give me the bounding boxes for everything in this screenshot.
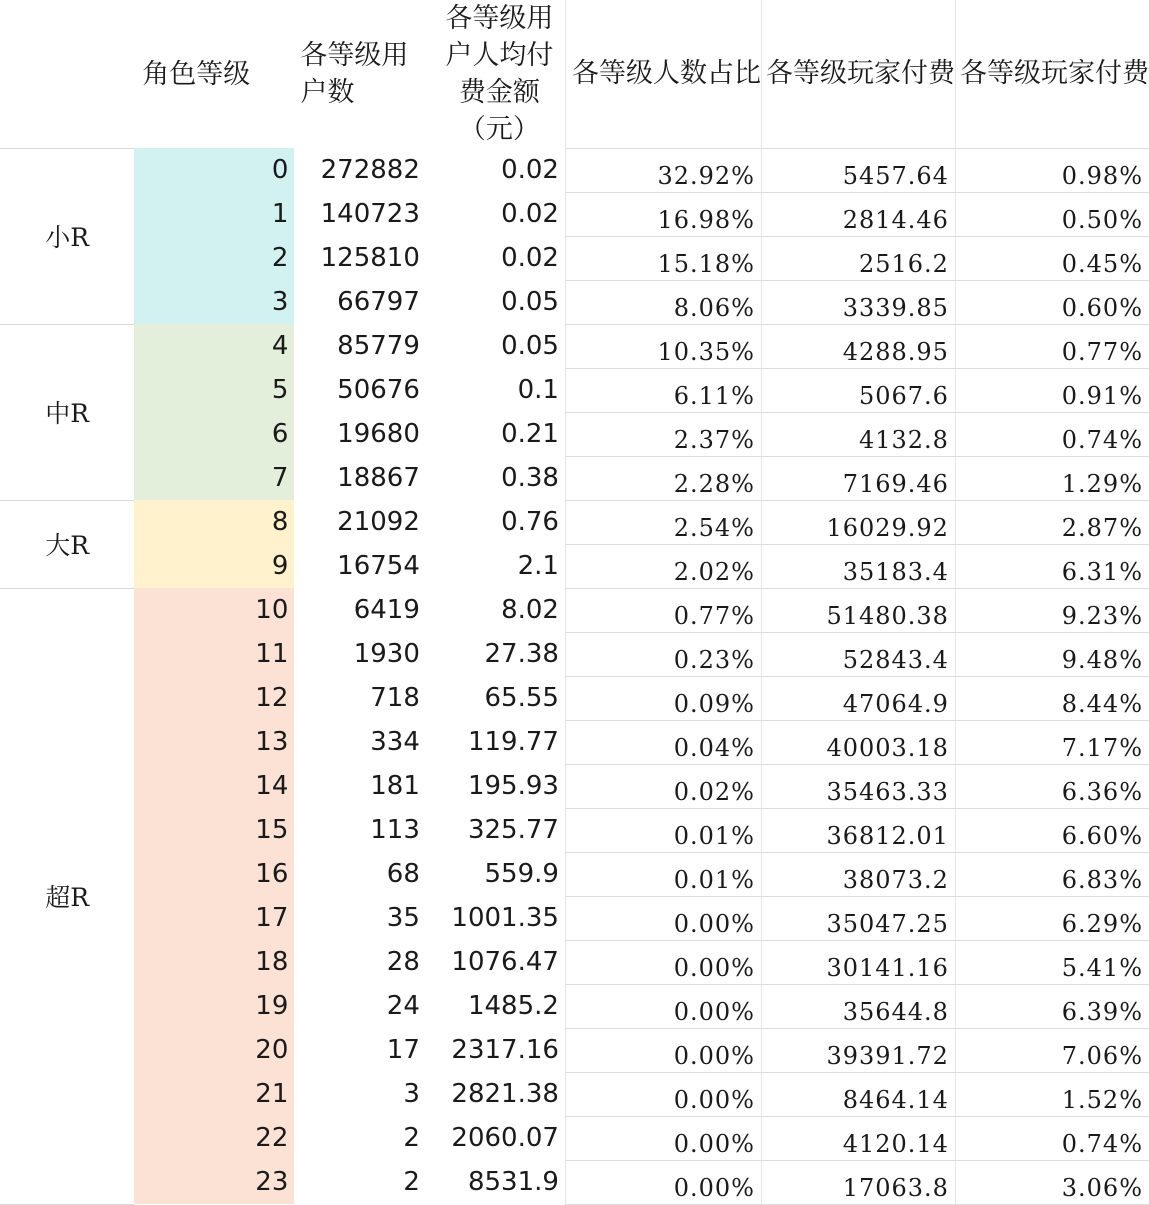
pay-ratio-cell[interactable]: 6.31%	[955, 544, 1149, 588]
ratio-cell[interactable]: 0.02%	[565, 764, 761, 808]
avg-pay-cell[interactable]: 8.02	[501, 595, 559, 625]
users-cell[interactable]: 334	[370, 727, 420, 757]
avg-pay-cell[interactable]: 119.77	[467, 727, 559, 757]
pay-ratio-cell[interactable]: 7.17%	[955, 720, 1149, 764]
group-label-cell[interactable]: 大R	[0, 500, 134, 588]
level-cell[interactable]: 3	[134, 280, 294, 324]
pay-ratio-cell[interactable]: 0.91%	[955, 368, 1149, 412]
header-ratio[interactable]: 各等级人数占比	[565, 0, 761, 148]
avg-pay-cell[interactable]: 8531.9	[467, 1167, 559, 1197]
ratio-cell[interactable]: 16.98%	[565, 192, 761, 236]
table-row	[0, 632, 1149, 676]
group-label-cell[interactable]: 中R	[0, 324, 134, 500]
level-cell[interactable]: 20	[134, 1028, 294, 1072]
avg-pay-cell[interactable]: 0.02	[501, 199, 559, 229]
table-row	[0, 896, 1149, 940]
table-row	[0, 368, 1149, 412]
ratio-cell[interactable]: 15.18%	[565, 236, 761, 280]
table-row	[0, 984, 1149, 1028]
pay-cell[interactable]: 2516.2	[761, 236, 955, 280]
pay-cell[interactable]: 40003.18	[761, 720, 955, 764]
pay-ratio-cell[interactable]: 6.60%	[955, 808, 1149, 852]
pay-cell[interactable]: 3339.85	[761, 280, 955, 324]
ratio-cell[interactable]: 0.00%	[565, 984, 761, 1028]
level-cell[interactable]: 4	[134, 324, 294, 368]
ratio-cell[interactable]: 2.37%	[565, 412, 761, 456]
level-cell[interactable]: 16	[134, 852, 294, 896]
pay-cell[interactable]: 35047.25	[761, 896, 955, 940]
pay-ratio-cell[interactable]: 7.06%	[955, 1028, 1149, 1072]
pay-cell[interactable]: 5067.6	[761, 368, 955, 412]
pay-ratio-cell[interactable]: 2.87%	[955, 500, 1149, 544]
users-cell[interactable]: 19680	[337, 419, 420, 449]
ratio-cell[interactable]: 2.54%	[565, 500, 761, 544]
users-cell[interactable]: 2	[403, 1167, 420, 1197]
users-cell[interactable]: 68	[386, 859, 420, 889]
level-cell[interactable]: 1	[134, 192, 294, 236]
pay-ratio-cell[interactable]: 8.44%	[955, 676, 1149, 720]
pay-ratio-cell[interactable]: 1.29%	[955, 456, 1149, 500]
users-cell[interactable]: 21092	[337, 507, 420, 537]
users-cell[interactable]: 28	[386, 947, 420, 977]
table-row	[0, 456, 1149, 500]
avg-pay-cell[interactable]: 559.9	[484, 859, 559, 889]
table-row	[0, 764, 1149, 808]
table-row	[0, 720, 1149, 764]
ratio-cell[interactable]: 0.00%	[565, 1028, 761, 1072]
avg-pay-cell[interactable]: 0.21	[501, 419, 559, 449]
level-cell[interactable]: 7	[134, 456, 294, 500]
pay-cell[interactable]: 2814.46	[761, 192, 955, 236]
users-cell[interactable]: 50676	[337, 375, 420, 405]
level-cell[interactable]: 23	[134, 1160, 294, 1204]
header-avg-pay[interactable]: 各等级用户人均付费金额（元）	[445, 3, 554, 145]
ratio-cell[interactable]: 0.77%	[565, 588, 761, 632]
level-cell[interactable]: 0	[134, 148, 294, 192]
pay-ratio-cell[interactable]: 0.50%	[955, 192, 1149, 236]
avg-pay-cell[interactable]: 0.02	[501, 155, 559, 185]
table-row	[0, 1160, 1149, 1204]
ratio-cell[interactable]: 0.00%	[565, 1116, 761, 1160]
pay-cell[interactable]: 8464.14	[761, 1072, 955, 1116]
avg-pay-cell[interactable]: 65.55	[484, 683, 559, 713]
users-cell[interactable]: 125810	[320, 243, 420, 273]
pay-ratio-cell[interactable]: 6.29%	[955, 896, 1149, 940]
table-row	[0, 192, 1149, 236]
avg-pay-cell[interactable]: 325.77	[467, 815, 559, 845]
level-cell[interactable]: 9	[134, 544, 294, 588]
table-row	[0, 852, 1149, 896]
pay-cell[interactable]: 51480.38	[761, 588, 955, 632]
pay-cell[interactable]: 36812.01	[761, 808, 955, 852]
table-row	[0, 148, 1149, 192]
pay-ratio-cell[interactable]: 0.60%	[955, 280, 1149, 324]
pay-ratio-cell[interactable]: 0.45%	[955, 236, 1149, 280]
pay-ratio-cell[interactable]: 5.41%	[955, 940, 1149, 984]
avg-pay-cell[interactable]: 1001.35	[451, 903, 559, 933]
ratio-cell[interactable]: 0.00%	[565, 1160, 761, 1204]
table-row	[0, 1072, 1149, 1116]
users-cell[interactable]: 18867	[337, 463, 420, 493]
level-cell[interactable]: 14	[134, 764, 294, 808]
table-row	[0, 412, 1149, 456]
level-cell[interactable]: 22	[134, 1116, 294, 1160]
pay-cell[interactable]: 5457.64	[761, 148, 955, 192]
ratio-cell[interactable]: 2.02%	[565, 544, 761, 588]
avg-pay-cell[interactable]: 0.05	[501, 331, 559, 361]
users-cell[interactable]: 140723	[320, 199, 420, 229]
pay-ratio-cell[interactable]: 6.83%	[955, 852, 1149, 896]
users-cell[interactable]: 718	[370, 683, 420, 713]
ratio-cell[interactable]: 2.28%	[565, 456, 761, 500]
level-cell[interactable]: 21	[134, 1072, 294, 1116]
level-cell[interactable]: 19	[134, 984, 294, 1028]
avg-pay-cell[interactable]: 0.05	[501, 287, 559, 317]
header-users[interactable]: 各等级用户数	[300, 40, 409, 108]
ratio-cell[interactable]: 0.23%	[565, 632, 761, 676]
pay-cell[interactable]: 35183.4	[761, 544, 955, 588]
ratio-cell[interactable]: 10.35%	[565, 324, 761, 368]
group-label-cell[interactable]: 小R	[0, 148, 134, 324]
ratio-cell[interactable]: 0.09%	[565, 676, 761, 720]
ratio-cell[interactable]: 6.11%	[565, 368, 761, 412]
ratio-cell[interactable]: 0.04%	[565, 720, 761, 764]
level-cell[interactable]: 12	[134, 676, 294, 720]
avg-pay-cell[interactable]: 0.76	[501, 507, 559, 537]
pay-cell[interactable]: 7169.46	[761, 456, 955, 500]
table-row	[0, 940, 1149, 984]
users-cell[interactable]: 24	[386, 991, 420, 1021]
level-cell[interactable]: 6	[134, 412, 294, 456]
avg-pay-cell[interactable]: 2060.07	[451, 1123, 559, 1153]
table-row	[0, 324, 1149, 368]
level-cell[interactable]: 15	[134, 808, 294, 852]
pay-ratio-cell[interactable]: 9.48%	[955, 632, 1149, 676]
users-cell[interactable]: 2	[403, 1123, 420, 1153]
avg-pay-cell[interactable]: 0.1	[517, 375, 559, 405]
users-cell[interactable]: 1930	[353, 639, 420, 669]
pay-cell[interactable]: 35463.33	[761, 764, 955, 808]
level-cell[interactable]: 5	[134, 368, 294, 412]
level-cell[interactable]: 17	[134, 896, 294, 940]
table-row	[0, 500, 1149, 544]
avg-pay-cell[interactable]: 195.93	[467, 771, 559, 801]
users-cell[interactable]: 113	[370, 815, 420, 845]
pay-ratio-cell[interactable]: 6.39%	[955, 984, 1149, 1028]
pay-cell[interactable]: 38073.2	[761, 852, 955, 896]
pay-cell[interactable]: 4132.8	[761, 412, 955, 456]
level-cell[interactable]: 2	[134, 236, 294, 280]
header-pay-ratio[interactable]: 各等级玩家付费	[955, 0, 1149, 148]
table-row	[0, 544, 1149, 588]
ratio-cell[interactable]: 0.01%	[565, 808, 761, 852]
pay-ratio-cell[interactable]: 1.52%	[955, 1072, 1149, 1116]
users-cell[interactable]: 17	[386, 1035, 420, 1065]
pay-cell[interactable]: 47064.9	[761, 676, 955, 720]
level-cell[interactable]: 18	[134, 940, 294, 984]
avg-pay-cell[interactable]: 2317.16	[451, 1035, 559, 1065]
pay-ratio-cell[interactable]: 3.06%	[955, 1160, 1149, 1204]
avg-pay-cell[interactable]: 1485.2	[467, 991, 559, 1021]
table-row	[0, 588, 1149, 632]
users-cell[interactable]: 3	[403, 1079, 420, 1109]
users-cell[interactable]: 272882	[320, 155, 420, 185]
header-pay[interactable]: 各等级玩家付费	[761, 0, 955, 148]
pay-ratio-cell[interactable]: 0.98%	[955, 148, 1149, 192]
table-row	[0, 676, 1149, 720]
ratio-cell[interactable]: 32.92%	[565, 148, 761, 192]
users-cell[interactable]: 66797	[337, 287, 420, 317]
pay-ratio-cell[interactable]: 0.77%	[955, 324, 1149, 368]
pay-cell[interactable]: 4288.95	[761, 324, 955, 368]
avg-pay-cell[interactable]: 0.02	[501, 243, 559, 273]
ratio-cell[interactable]: 0.01%	[565, 852, 761, 896]
pay-cell[interactable]: 16029.92	[761, 500, 955, 544]
level-cell[interactable]: 11	[134, 632, 294, 676]
pay-ratio-cell[interactable]: 0.74%	[955, 1116, 1149, 1160]
table-row	[0, 236, 1149, 280]
level-cell[interactable]: 13	[134, 720, 294, 764]
ratio-cell[interactable]: 0.00%	[565, 896, 761, 940]
pay-cell[interactable]: 52843.4	[761, 632, 955, 676]
header-level[interactable]: 角色等级	[134, 0, 294, 148]
pay-ratio-cell[interactable]: 0.74%	[955, 412, 1149, 456]
ratio-cell[interactable]: 8.06%	[565, 280, 761, 324]
users-cell[interactable]: 85779	[337, 331, 420, 361]
table-row	[0, 808, 1149, 852]
pay-cell[interactable]: 39391.72	[761, 1028, 955, 1072]
avg-pay-cell[interactable]: 0.38	[501, 463, 559, 493]
avg-pay-cell[interactable]: 2821.38	[451, 1079, 559, 1109]
users-cell[interactable]: 181	[370, 771, 420, 801]
pay-ratio-cell[interactable]: 6.36%	[955, 764, 1149, 808]
users-cell[interactable]: 16754	[337, 551, 420, 581]
table-row	[0, 1028, 1149, 1072]
header-row	[0, 0, 1149, 148]
table-row	[0, 1116, 1149, 1160]
pay-cell[interactable]: 17063.8	[761, 1160, 955, 1204]
table-row	[0, 280, 1149, 324]
ratio-cell[interactable]: 0.00%	[565, 940, 761, 984]
users-cell[interactable]: 35	[386, 903, 420, 933]
header-group[interactable]	[0, 0, 134, 148]
users-cell[interactable]: 6419	[353, 595, 420, 625]
level-cell[interactable]: 10	[134, 588, 294, 632]
pay-cell[interactable]: 35644.8	[761, 984, 955, 1028]
pay-ratio-cell[interactable]: 9.23%	[955, 588, 1149, 632]
avg-pay-cell[interactable]: 27.38	[484, 639, 559, 669]
level-cell[interactable]: 8	[134, 500, 294, 544]
avg-pay-cell[interactable]: 2.1	[517, 551, 559, 581]
pay-cell[interactable]: 30141.16	[761, 940, 955, 984]
avg-pay-cell[interactable]: 1076.47	[451, 947, 559, 977]
pay-cell[interactable]: 4120.14	[761, 1116, 955, 1160]
group-label-cell[interactable]: 超R	[0, 588, 134, 1204]
ratio-cell[interactable]: 0.00%	[565, 1072, 761, 1116]
